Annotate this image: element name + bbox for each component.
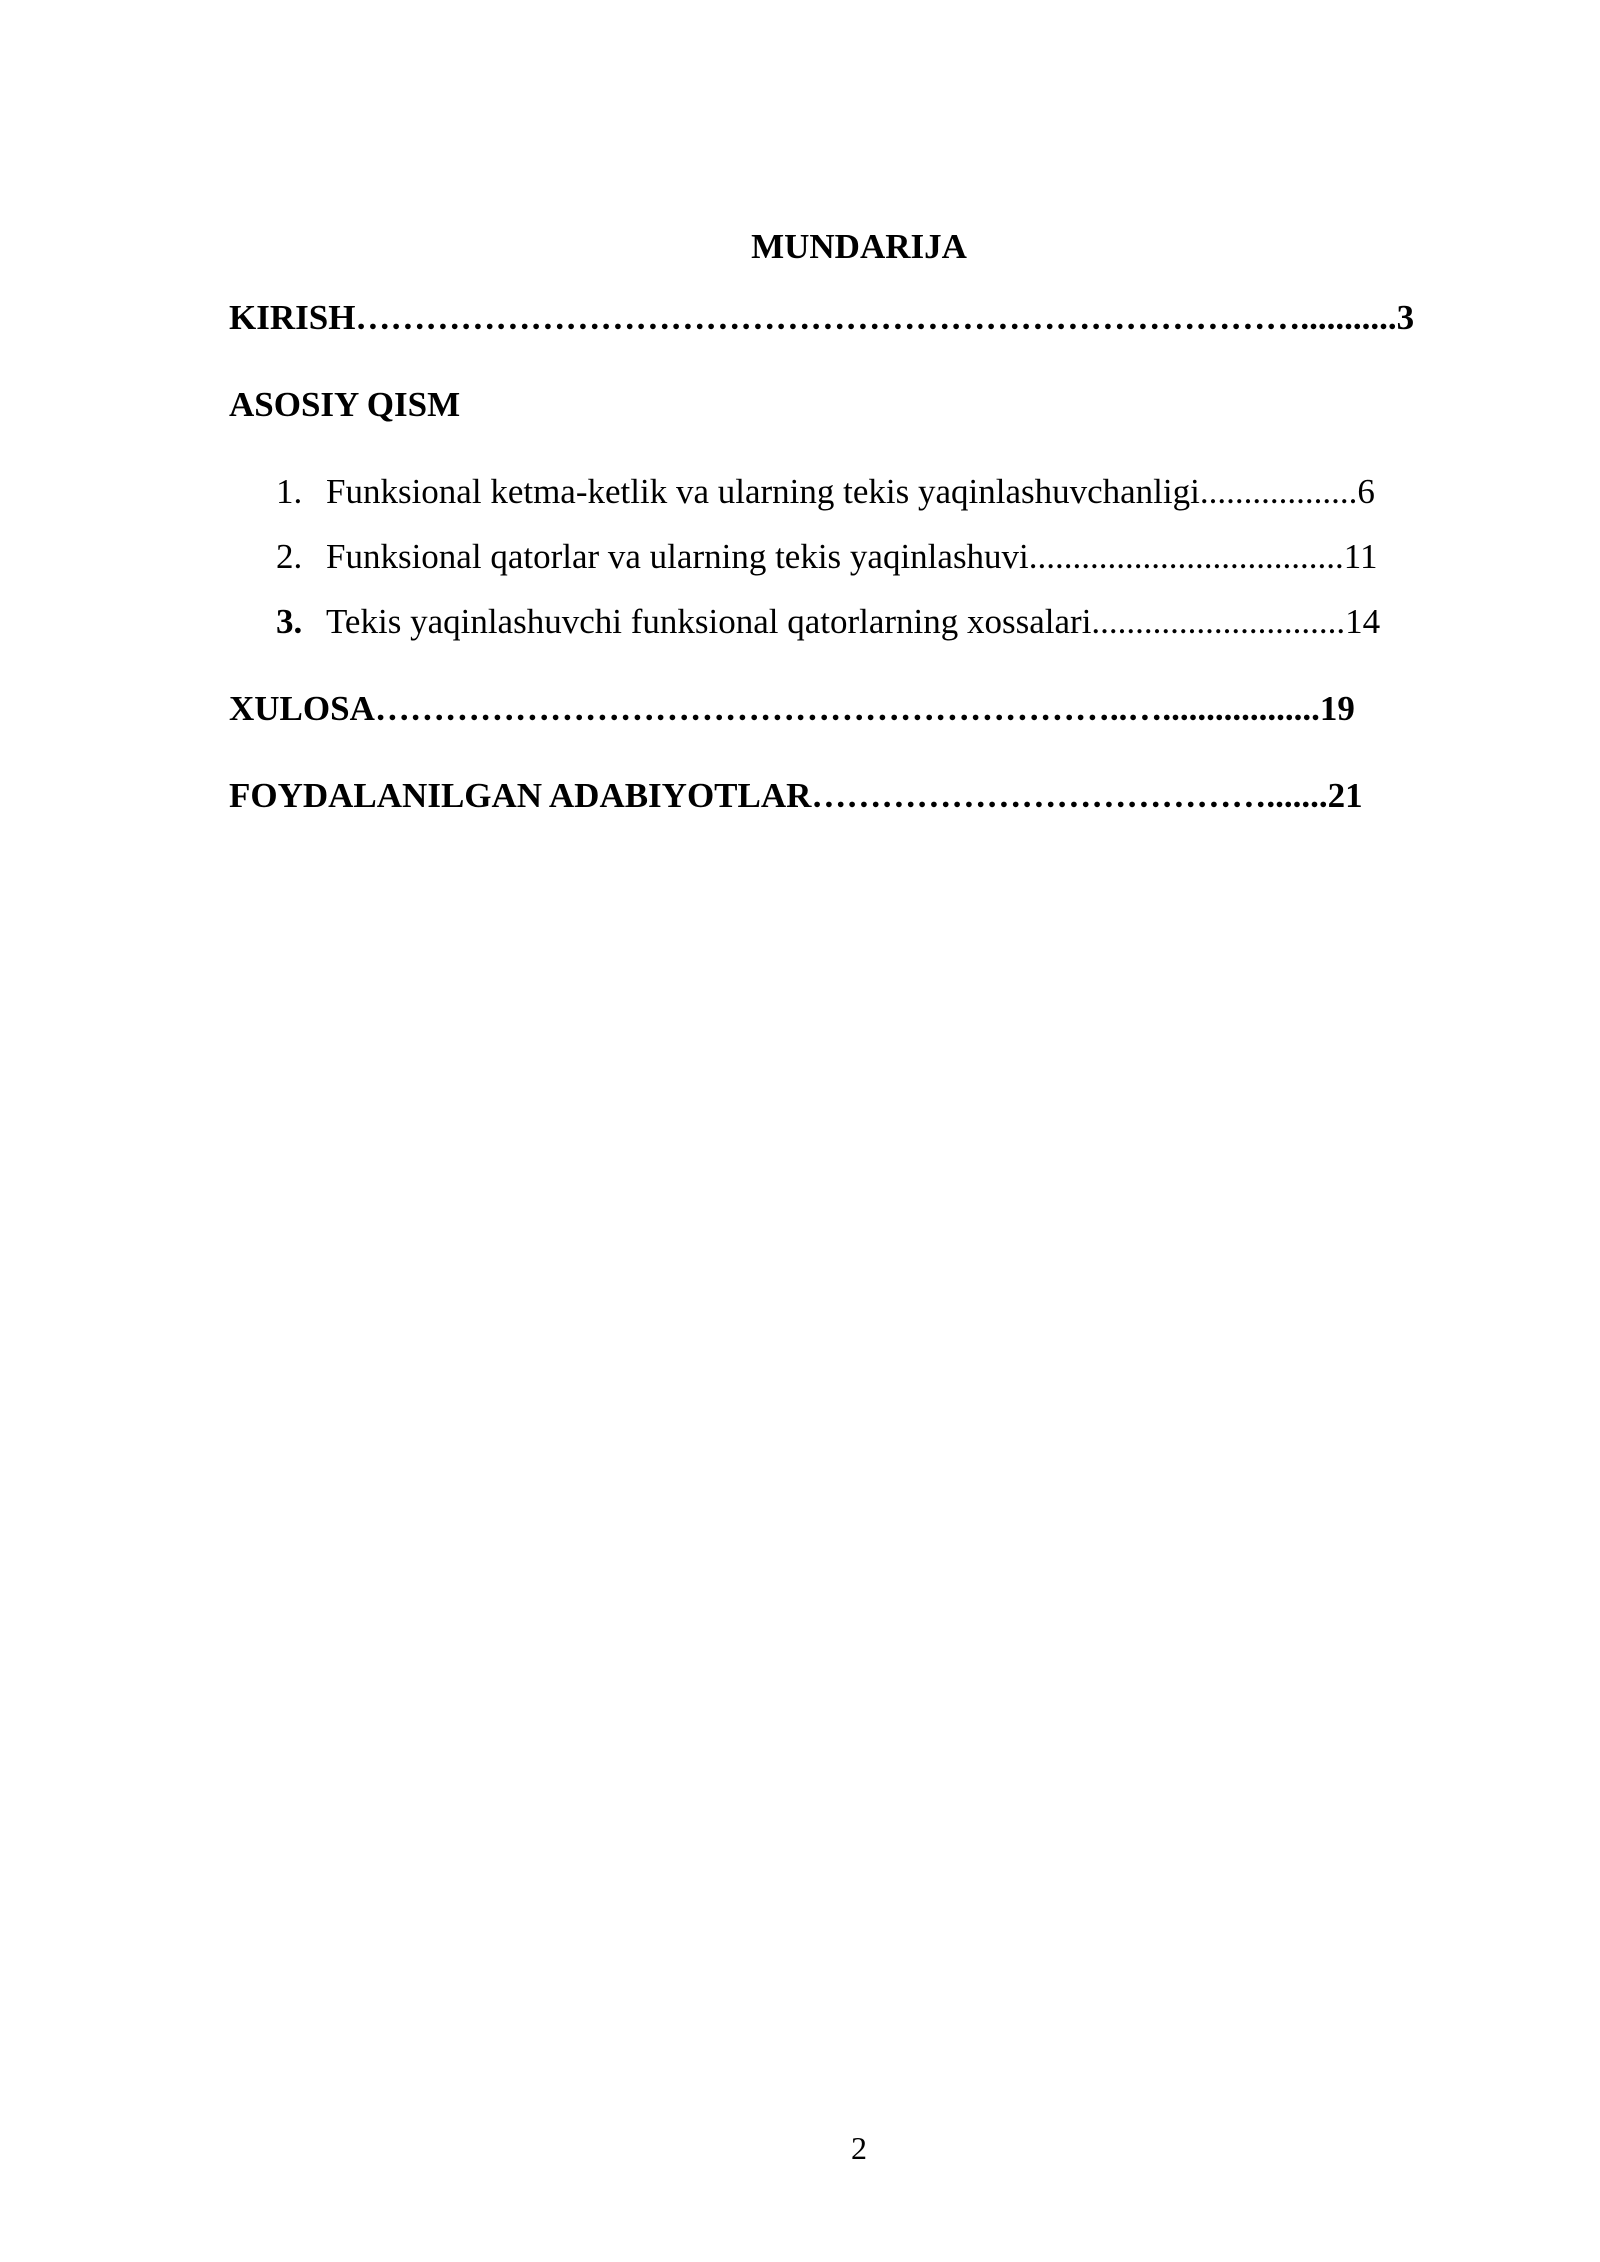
toc-subentry-3[interactable] <box>276 597 1380 647</box>
toc-title: MUNDARIJA <box>751 227 967 266</box>
toc-subentry-text: Tekis yaqinlashuvchi funksional qatorlarning xossalari.............................14 <box>326 602 1381 641</box>
toc-entry-foydalanilgan-adabiyotlar[interactable]: FOYDALANILGAN ADABIYOTLAR………………………………….......21 <box>229 776 1363 815</box>
toc-entry-kirish[interactable]: KIRISH………………………………………………………………………...........3 <box>229 298 1415 337</box>
toc-subentry-number: 3. <box>276 602 303 641</box>
page-number: 2 <box>851 2130 867 2166</box>
toc-subentry-number: 2. <box>276 537 303 576</box>
toc-entry-xulosa[interactable]: XULOSA………………………………………………………..…..................19 <box>229 689 1355 728</box>
toc-subentry-2[interactable] <box>276 532 1378 582</box>
toc-subentry-1[interactable] <box>276 467 1375 517</box>
toc-heading-asosiy-qism: ASOSIY QISM <box>229 385 461 424</box>
toc-subentry-text: Funksional qatorlar va ularning tekis yaqinlashuvi....................................11 <box>326 537 1378 576</box>
toc-subentry-text: Funksional ketma-ketlik va ularning tekis yaqinlashuvchanligi..................6 <box>326 472 1375 511</box>
toc-subentry-number: 1. <box>276 472 303 511</box>
